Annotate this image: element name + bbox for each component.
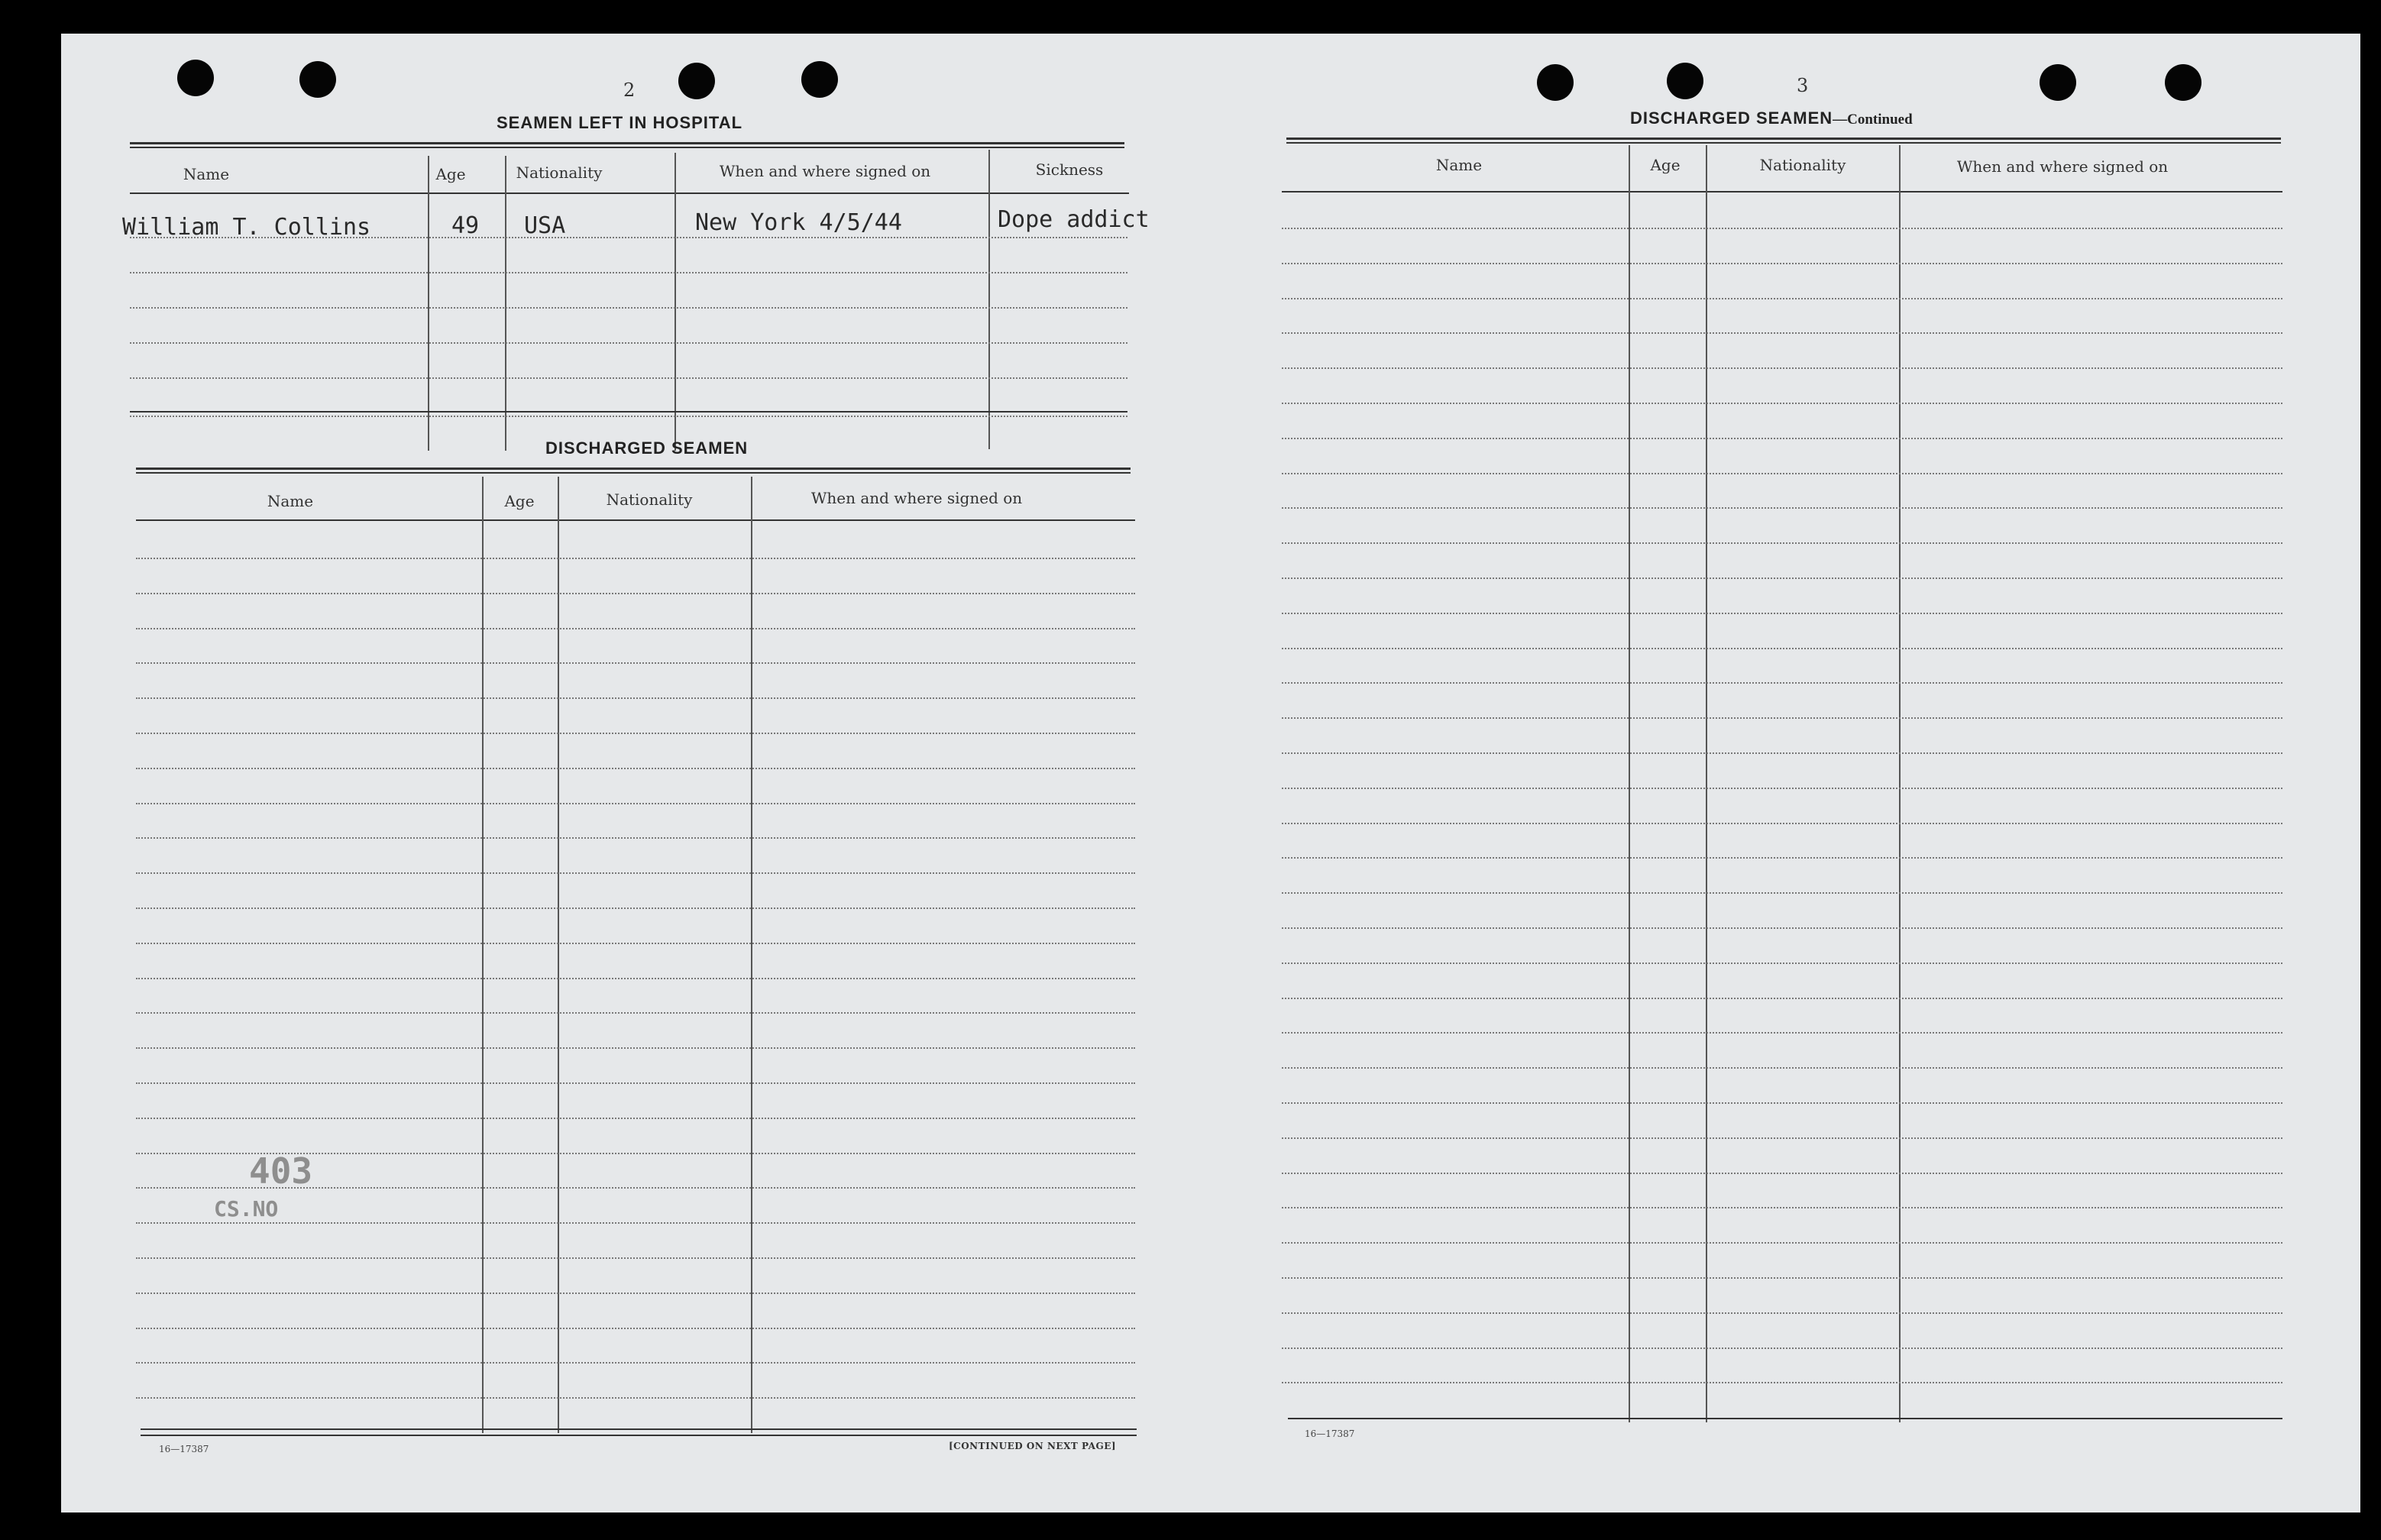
stamp-text: CS.NO [214, 1196, 279, 1221]
row-line [136, 1082, 1135, 1084]
section-title-hospital: SEAMEN LEFT IN HOSPITAL [497, 113, 743, 132]
row-line [136, 1292, 1135, 1294]
table-bottom-rule [130, 411, 1127, 412]
punch-hole [1667, 63, 1703, 99]
row-line [1282, 1242, 2282, 1244]
row-line [136, 943, 1135, 944]
row-line [136, 978, 1135, 979]
row-line [1282, 1032, 2282, 1034]
column-divider [505, 156, 506, 451]
row-line [130, 307, 1127, 309]
col-header-signed: When and where signed on [1956, 157, 2169, 176]
row-line [1282, 648, 2282, 649]
title-main: DISCHARGED SEAMEN [1630, 108, 1833, 128]
row-line [136, 1362, 1135, 1364]
punch-hole [678, 63, 715, 99]
row-line [1282, 1173, 2282, 1174]
punch-hole [299, 61, 336, 98]
punch-hole [1537, 64, 1574, 101]
row-line [1282, 962, 2282, 964]
col-header-nationality: Nationality [606, 490, 693, 509]
column-divider [988, 150, 990, 449]
table-bottom-rule [141, 1428, 1137, 1430]
row-line [136, 907, 1135, 909]
row-line [1282, 717, 2282, 719]
punch-hole [2165, 64, 2201, 101]
header-bottom-rule [136, 519, 1135, 521]
entry-name: William T. Collins [122, 214, 371, 241]
row-line [130, 342, 1127, 344]
row-line [1282, 788, 2282, 789]
row-line [136, 1047, 1135, 1049]
row-line [136, 872, 1135, 874]
row-line [1282, 613, 2282, 614]
stamp-number: 403 [249, 1150, 313, 1192]
row-line [1282, 1312, 2282, 1314]
form-number: 16—17387 [1305, 1428, 1355, 1439]
row-line [1282, 752, 2282, 754]
row-line [1282, 892, 2282, 894]
row-line [136, 558, 1135, 559]
header-bottom-rule [130, 192, 1129, 194]
col-header-age: Age [504, 492, 535, 510]
row-line [1282, 682, 2282, 684]
section-title-discharged: DISCHARGED SEAMEN [545, 438, 749, 458]
col-header-age: Age [435, 165, 466, 183]
col-header-signed: When and where signed on [810, 489, 1023, 507]
row-line [1282, 507, 2282, 509]
column-divider [751, 477, 752, 1433]
row-line [136, 1397, 1135, 1399]
punch-hole [2040, 64, 2076, 101]
row-line [1282, 1137, 2282, 1139]
row-line [136, 1118, 1135, 1119]
row-line [1282, 473, 2282, 474]
title-suffix: —Continued [1833, 112, 1913, 128]
row-line [136, 733, 1135, 734]
page-number: 2 [623, 79, 636, 101]
col-header-name: Name [183, 165, 230, 183]
row-line [1282, 542, 2282, 544]
row-line [130, 272, 1127, 273]
row-line [136, 662, 1135, 664]
table-top-rule [136, 467, 1131, 474]
row-line [1282, 823, 2282, 824]
column-divider [1706, 145, 1707, 1422]
row-line [1282, 228, 2282, 229]
punch-hole [801, 61, 838, 98]
row-line [1282, 1207, 2282, 1208]
col-header-nationality: Nationality [1759, 156, 1846, 174]
table-top-rule [130, 142, 1124, 148]
column-divider [482, 477, 484, 1433]
row-line [1282, 857, 2282, 859]
document-sheet [61, 34, 2360, 1512]
row-line [136, 837, 1135, 839]
continued-note: [CONTINUED ON NEXT PAGE] [949, 1441, 1117, 1451]
form-number: 16—17387 [159, 1444, 209, 1454]
column-divider [1899, 145, 1901, 1422]
entry-signed: New York 4/5/44 [695, 209, 902, 236]
row-line [130, 377, 1127, 379]
table-bottom-rule [1288, 1418, 2282, 1419]
row-line [1282, 332, 2282, 334]
row-line [1282, 1348, 2282, 1349]
col-header-age: Age [1650, 156, 1681, 174]
row-line [136, 1012, 1135, 1014]
row-line [136, 1222, 1135, 1224]
col-header-name: Name [267, 492, 314, 510]
row-line [136, 1328, 1135, 1329]
col-header-signed: When and where signed on [719, 162, 931, 180]
entry-sickness: Dope addict [998, 206, 1150, 233]
col-header-nationality: Nationality [516, 163, 603, 182]
table-bottom-rule [141, 1435, 1137, 1436]
row-line [136, 628, 1135, 629]
row-line [1282, 1277, 2282, 1279]
punch-hole [177, 60, 214, 96]
row-line [1282, 367, 2282, 369]
row-line [1282, 263, 2282, 264]
row-line [1282, 998, 2282, 999]
col-header-name: Name [1435, 156, 1483, 174]
row-line [136, 697, 1135, 699]
row-line [1282, 578, 2282, 579]
row-line [136, 803, 1135, 804]
row-line [130, 416, 1127, 417]
row-line [136, 1257, 1135, 1259]
table-top-rule [1286, 138, 2281, 144]
col-header-sickness: Sickness [1035, 160, 1104, 179]
row-line [1282, 403, 2282, 404]
column-divider [558, 477, 559, 1433]
row-line [1282, 927, 2282, 929]
row-line [1282, 1102, 2282, 1104]
row-line [1282, 438, 2282, 439]
section-title-discharged-continued [1630, 108, 1913, 128]
entry-age: 49 [451, 212, 480, 239]
column-divider [1629, 145, 1630, 1422]
row-line [1282, 1067, 2282, 1069]
row-line [136, 593, 1135, 594]
row-line [1282, 1382, 2282, 1383]
page-number: 3 [1797, 75, 1809, 96]
row-line [136, 768, 1135, 769]
column-divider [428, 156, 429, 451]
row-line [1282, 298, 2282, 299]
header-bottom-rule [1282, 191, 2282, 192]
entry-nationality: USA [524, 212, 566, 239]
column-divider [675, 153, 676, 451]
